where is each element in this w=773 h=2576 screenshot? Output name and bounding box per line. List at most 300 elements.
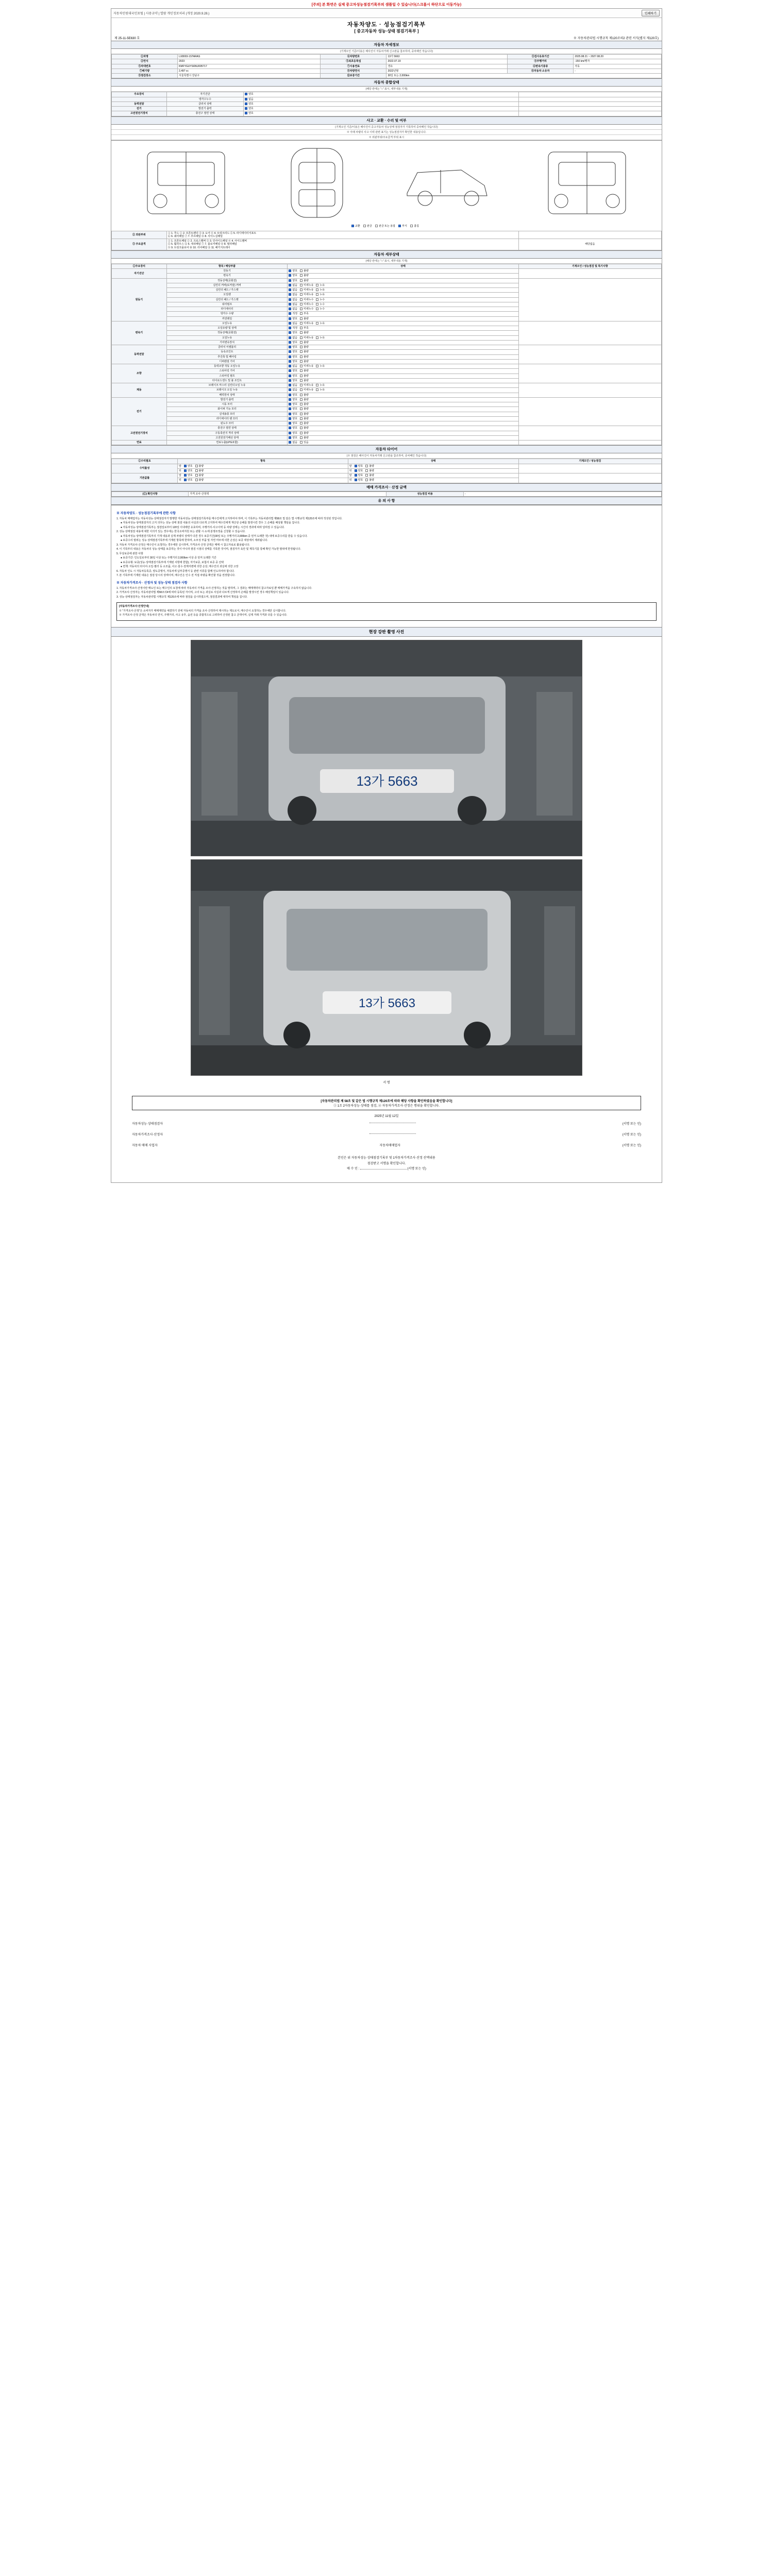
checkbox-icon[interactable] [316, 336, 318, 339]
tire-position-label: 앞 [179, 464, 181, 468]
detail-group-label: 변속기 [112, 321, 167, 345]
option-불량[interactable] [300, 317, 309, 320]
checkbox-icon[interactable] [300, 289, 303, 291]
row-label: ④주행거리 [508, 59, 574, 64]
checkbox-icon[interactable] [300, 379, 303, 382]
section-fee-title: 매매 가격조사 · 산정 금액 [111, 483, 662, 492]
option-미세누수[interactable] [300, 303, 313, 306]
option-없음[interactable] [289, 308, 297, 311]
option-누유[interactable] [316, 336, 325, 340]
option-미세누유[interactable] [300, 388, 313, 392]
checkbox-icon[interactable] [316, 289, 318, 291]
tire-left-options[interactable] [178, 473, 348, 478]
checkbox-icon[interactable] [300, 322, 303, 325]
detail-options[interactable] [288, 369, 518, 374]
checkbox-icon[interactable] [316, 298, 318, 301]
tire-right-options[interactable] [348, 473, 518, 478]
detail-options[interactable] [288, 278, 518, 283]
option-있음[interactable] [300, 441, 309, 444]
checkbox-icon[interactable] [184, 469, 187, 472]
checkbox-icon[interactable] [289, 403, 291, 405]
checkbox-icon[interactable] [289, 331, 291, 334]
detail-options[interactable] [288, 397, 518, 402]
tire-left-options[interactable] [178, 464, 348, 468]
checkbox-icon[interactable] [300, 436, 303, 439]
checkbox-icon[interactable] [316, 388, 318, 391]
checkbox-icon[interactable] [289, 341, 291, 344]
option-label: 미세누유 [304, 388, 314, 392]
option-불량[interactable] [300, 360, 309, 363]
option-불량[interactable] [300, 341, 309, 344]
checkbox-icon[interactable] [289, 441, 291, 444]
checkbox-icon[interactable] [300, 269, 303, 272]
option-label: 누유 [320, 289, 325, 292]
option-불량[interactable] [300, 427, 309, 430]
row-label: ⑪보증기간 [321, 74, 386, 78]
option-누유[interactable] [316, 322, 325, 325]
checkbox-icon[interactable] [184, 474, 187, 477]
tire-right-options[interactable] [348, 478, 518, 483]
option-적정[interactable] [289, 312, 297, 315]
option-부족[interactable] [300, 312, 309, 315]
option-양호[interactable] [289, 413, 297, 416]
checkbox-icon[interactable] [316, 284, 318, 286]
checkbox-icon[interactable] [300, 403, 303, 405]
checkbox-icon[interactable] [365, 474, 368, 477]
checkbox-icon[interactable] [300, 355, 303, 358]
detail-options[interactable] [288, 297, 518, 302]
checkbox-icon[interactable] [195, 465, 198, 467]
overall-remark [518, 107, 661, 111]
legend-item-1[interactable]: 판금 [363, 224, 372, 228]
row-label: ①차명 [112, 55, 178, 59]
checkbox-icon[interactable] [365, 479, 368, 481]
row-value: 2022년형 [386, 69, 508, 73]
option-불량[interactable] [300, 432, 309, 435]
detail-item-label: 기어변속장치 [166, 340, 288, 345]
checkbox-icon[interactable] [300, 384, 303, 386]
option-양호[interactable] [355, 465, 363, 468]
option-label: 양호 [292, 436, 298, 439]
checkbox-icon[interactable] [300, 422, 303, 425]
option-미세누유[interactable] [300, 284, 313, 287]
checkbox-icon[interactable] [184, 479, 187, 481]
detail-options[interactable] [288, 435, 518, 440]
detail-options[interactable] [288, 364, 518, 369]
option-good[interactable]: 양호 [245, 107, 254, 110]
checkbox-icon[interactable] [300, 346, 303, 348]
option-양호[interactable] [289, 417, 297, 420]
detail-options[interactable] [288, 388, 518, 393]
option-양호[interactable] [289, 403, 297, 406]
option-없음[interactable] [289, 365, 297, 368]
option-양호[interactable] [289, 408, 297, 411]
option-누유[interactable] [316, 365, 325, 368]
checkbox-icon[interactable] [300, 369, 303, 372]
option-없음[interactable] [289, 298, 297, 301]
tire-right-options[interactable] [348, 464, 518, 468]
checkbox-icon[interactable] [316, 322, 318, 325]
overall-options[interactable] [244, 111, 519, 116]
option-미세누유[interactable] [300, 336, 313, 340]
checkbox-icon[interactable] [316, 308, 318, 310]
option-good[interactable]: 양호 [245, 103, 254, 106]
option-불량[interactable] [365, 479, 374, 482]
checkbox-icon[interactable] [300, 298, 303, 301]
option-불량[interactable] [300, 274, 309, 277]
detail-options[interactable] [288, 316, 518, 321]
option-label: 불량 [198, 469, 204, 472]
option-누유[interactable] [316, 289, 325, 292]
option-양호[interactable] [289, 269, 297, 273]
checkbox-icon[interactable] [300, 417, 303, 420]
detail-options[interactable] [288, 269, 518, 274]
option-불량[interactable] [365, 469, 374, 472]
checkbox-icon[interactable] [289, 279, 291, 282]
checkbox-icon[interactable] [300, 413, 303, 415]
option-양호[interactable] [289, 360, 297, 363]
tire-position-label: 앞 [179, 474, 181, 477]
checkbox-icon[interactable] [195, 469, 198, 472]
detail-options[interactable] [288, 312, 518, 316]
option-양호[interactable] [289, 436, 297, 439]
checkbox-icon[interactable] [289, 293, 291, 296]
checkbox-icon[interactable] [289, 336, 291, 339]
option-불량[interactable] [300, 355, 309, 359]
option-미세누유[interactable] [300, 289, 313, 292]
checkbox-icon[interactable] [300, 308, 303, 310]
option-양호[interactable] [355, 479, 363, 482]
checkbox-icon[interactable] [289, 327, 291, 329]
checkbox-icon[interactable] [300, 360, 303, 363]
checkbox-icon[interactable] [316, 384, 318, 386]
detail-options[interactable] [288, 383, 518, 388]
checkbox-icon[interactable] [289, 360, 291, 363]
overall-options[interactable] [244, 92, 519, 97]
option-불량[interactable] [300, 369, 309, 372]
option-양호[interactable] [289, 355, 297, 359]
checkbox-icon[interactable] [355, 465, 357, 467]
option-양호[interactable] [355, 474, 363, 477]
checkbox-icon[interactable] [300, 327, 303, 329]
option-양호[interactable] [289, 394, 297, 397]
option-양호[interactable] [289, 422, 297, 425]
option-양호[interactable] [184, 469, 193, 472]
detail-options[interactable] [288, 340, 518, 345]
checkbox-icon[interactable] [300, 432, 303, 434]
row-label: ⑤최초등록일 [321, 59, 386, 64]
checkbox-icon[interactable] [289, 394, 291, 396]
legend-item-4[interactable]: 흠집 [410, 224, 419, 228]
checkbox-icon[interactable] [289, 322, 291, 325]
checkbox-icon[interactable] [289, 365, 291, 367]
option-none[interactable]: 없음 [245, 98, 254, 101]
option-양호[interactable] [289, 341, 297, 344]
option-양호[interactable] [289, 274, 297, 277]
option-없음[interactable] [289, 336, 297, 340]
option-미세누유[interactable] [300, 322, 313, 325]
detail-options[interactable] [288, 412, 518, 416]
checkbox-icon[interactable] [300, 375, 303, 377]
detail-item-label: 오일누유 [166, 335, 288, 340]
option-없음[interactable] [289, 441, 297, 444]
detail-options[interactable] [288, 302, 518, 307]
checkbox-icon[interactable] [289, 289, 291, 291]
detail-options[interactable] [288, 407, 518, 412]
checkbox-icon[interactable] [289, 417, 291, 420]
option-불량[interactable] [195, 465, 204, 468]
option-누수[interactable] [316, 303, 325, 306]
option-불량[interactable] [300, 269, 309, 273]
option-미세누유[interactable] [300, 365, 313, 368]
tire-left-options[interactable] [178, 468, 348, 473]
detail-options[interactable] [288, 440, 518, 445]
detail-options[interactable] [288, 374, 518, 378]
option-미세누유[interactable] [300, 384, 313, 387]
option-없음[interactable] [289, 303, 297, 306]
detail-options[interactable] [288, 393, 518, 397]
detail-options[interactable] [288, 283, 518, 287]
detail-options[interactable] [288, 331, 518, 335]
option-label: 양호 [292, 269, 298, 273]
tire-right-options[interactable] [348, 468, 518, 473]
option-누수[interactable] [316, 298, 325, 301]
photo-caption: 서 명 [383, 1081, 390, 1084]
checkbox-icon[interactable] [300, 293, 303, 296]
checkbox-icon[interactable] [289, 346, 291, 348]
checkbox-icon[interactable] [355, 479, 357, 481]
detail-options[interactable] [288, 354, 518, 359]
checkbox-icon[interactable] [289, 432, 291, 434]
checkbox-icon[interactable] [289, 355, 291, 358]
checkbox-icon[interactable] [300, 388, 303, 391]
checkbox-icon[interactable] [289, 379, 291, 382]
legend-item-0[interactable]: 교환 [351, 224, 360, 228]
print-button[interactable]: 인쇄하기 [642, 10, 660, 16]
buyer-ack-line-1: 본인은 위 자동차성능·상태점검기록부 및 1차동차가격조사·산정 산액내용 [338, 1156, 435, 1160]
checkbox-icon[interactable] [300, 284, 303, 286]
legend-item-3[interactable]: 부식 [398, 224, 407, 228]
buyer-sign-line[interactable] [132, 1166, 641, 1172]
signature-name-field[interactable] [369, 1121, 416, 1126]
overall-options[interactable] [244, 101, 519, 106]
option-불량[interactable] [300, 375, 309, 378]
checkbox-icon[interactable] [289, 303, 291, 306]
option-불량[interactable] [300, 398, 309, 401]
option-불량[interactable] [300, 350, 309, 353]
checkbox-icon[interactable] [289, 269, 291, 272]
option-불량[interactable] [300, 422, 309, 425]
option-불량[interactable] [195, 469, 204, 472]
notice-item: 2. 가격조사·산정자는 자동차관리법 제58조의4에 따라 등록된 자이며, 고의 또는 과실로 사실과 다르게 산정하여 손해를 발생시킨 경우 배상책임이 있습니다. [116, 591, 290, 595]
checkbox-icon[interactable] [289, 317, 291, 320]
checkbox-icon[interactable] [300, 398, 303, 401]
checkbox-icon[interactable] [300, 408, 303, 410]
option-없음[interactable] [289, 289, 297, 292]
option-양호[interactable] [289, 432, 297, 435]
option-양호[interactable] [289, 375, 297, 378]
overall-options[interactable] [244, 97, 519, 101]
detail-options[interactable] [288, 288, 518, 293]
option-양호[interactable] [184, 479, 193, 482]
option-누유[interactable] [316, 293, 325, 296]
table-row [112, 364, 662, 369]
option-불량[interactable] [365, 465, 374, 468]
detail-options[interactable] [288, 378, 518, 383]
option-양호[interactable] [184, 474, 193, 477]
checkbox-icon[interactable] [289, 284, 291, 286]
checkbox-icon[interactable] [289, 388, 291, 391]
checkbox-icon[interactable] [316, 303, 318, 306]
option-불량[interactable] [300, 408, 309, 411]
option-양호[interactable] [289, 398, 297, 401]
option-적정[interactable] [289, 327, 297, 330]
option-불량[interactable] [300, 403, 309, 406]
checkbox-icon[interactable] [300, 279, 303, 282]
checkbox-icon[interactable] [289, 298, 291, 301]
detail-options[interactable] [288, 345, 518, 350]
option-label: 미세누수 [304, 298, 314, 301]
detail-options[interactable] [288, 350, 518, 354]
option-누유[interactable] [316, 384, 325, 387]
checkbox-icon[interactable] [289, 312, 291, 315]
option-good[interactable]: 양호 [245, 112, 254, 115]
checkbox-icon[interactable] [300, 274, 303, 277]
checkbox-icon[interactable] [300, 365, 303, 367]
detail-options[interactable] [288, 293, 518, 297]
checkbox-icon[interactable] [289, 436, 291, 439]
detail-options[interactable] [288, 416, 518, 421]
option-불량[interactable] [195, 474, 204, 477]
option-양호[interactable] [289, 369, 297, 372]
tire-group-label: 수익률성 [112, 464, 178, 473]
option-양호[interactable] [184, 465, 193, 468]
detail-group-label: 연료 [112, 440, 167, 445]
option-양호[interactable] [289, 350, 297, 353]
option-누수[interactable] [316, 308, 325, 311]
checkbox-icon[interactable] [355, 474, 357, 477]
tire-left-options[interactable] [178, 478, 348, 483]
checkbox-icon[interactable] [289, 350, 291, 353]
checkbox-icon[interactable] [289, 369, 291, 372]
option-미세누수[interactable] [300, 298, 313, 301]
checkbox-icon[interactable] [300, 312, 303, 315]
signature-name-field[interactable] [369, 1132, 416, 1137]
option-불량[interactable] [300, 331, 309, 334]
option-미세누유[interactable] [300, 293, 313, 296]
option-불량[interactable] [300, 413, 309, 416]
checkbox-icon[interactable] [365, 469, 368, 472]
option-없음[interactable] [289, 284, 297, 287]
section-vehicle-info-note: (기재오인 기준/이용은 해사진이 자동차거래 신고관을 참조하여, 중차패인 작습니다) [111, 49, 662, 54]
option-누유[interactable] [316, 284, 325, 287]
option-양호[interactable] [289, 331, 297, 334]
option-없음[interactable] [289, 322, 297, 325]
option-불량[interactable] [195, 479, 204, 482]
checkbox-icon[interactable] [289, 274, 291, 277]
option-양호[interactable] [355, 469, 363, 472]
checkbox-icon[interactable] [300, 341, 303, 344]
checkbox-icon[interactable] [316, 365, 318, 367]
detail-options[interactable] [288, 402, 518, 407]
checkbox-icon[interactable] [300, 394, 303, 396]
option-부족[interactable] [300, 327, 309, 330]
checkbox-icon[interactable] [289, 308, 291, 310]
option-label: 양호 [292, 379, 298, 382]
option-양호[interactable] [289, 317, 297, 320]
checkbox-icon[interactable] [184, 465, 187, 467]
checkbox-icon[interactable] [289, 422, 291, 425]
option-없음[interactable] [289, 293, 297, 296]
checkbox-icon[interactable] [289, 413, 291, 415]
detail-options[interactable] [288, 359, 518, 364]
option-불량[interactable] [300, 279, 309, 282]
notice-item: 1. 자동차가격조사·산정이란 매도인 또는 매수인의 요청에 따라 자동차의 가격을 조사·산정하는 것을 말하며, 그 결과는 매매계약의 참고자료일 뿐 매매가격을 구속하지 않습니다. [116, 586, 312, 590]
option-양호[interactable] [289, 346, 297, 349]
detail-options[interactable] [288, 326, 518, 331]
detail-options[interactable] [288, 321, 518, 326]
car-rear-diagram-icon [538, 144, 636, 222]
checkbox-icon[interactable] [289, 398, 291, 401]
checkbox-icon[interactable] [300, 331, 303, 334]
option-불량[interactable] [300, 394, 309, 397]
checkbox-icon[interactable] [300, 317, 303, 320]
option-누유[interactable] [316, 388, 325, 392]
checkbox-icon[interactable] [300, 441, 303, 444]
option-불량[interactable] [300, 379, 309, 382]
checkbox-icon[interactable] [289, 408, 291, 410]
legend-item-2[interactable]: 판금 또는 용접 [375, 224, 395, 228]
detail-options[interactable] [288, 421, 518, 426]
checkbox-icon[interactable] [300, 336, 303, 339]
tire-position-label: 뒤 [179, 479, 181, 482]
checkbox-icon[interactable] [289, 384, 291, 386]
checkbox-icon[interactable] [300, 303, 303, 306]
detail-options[interactable] [288, 307, 518, 312]
option-양호[interactable] [289, 427, 297, 430]
detail-options[interactable] [288, 426, 518, 431]
checkbox-icon[interactable] [316, 293, 318, 296]
table-row [112, 111, 662, 116]
option-양호[interactable] [289, 379, 297, 382]
checkbox-icon[interactable] [355, 469, 357, 472]
checkbox-icon[interactable] [300, 350, 303, 353]
option-양호[interactable] [289, 279, 297, 282]
option-good[interactable]: 양호 [245, 93, 254, 96]
checkbox-icon[interactable] [195, 479, 198, 481]
row-value: 서울특별시 강남구 [178, 74, 321, 78]
overall-options[interactable] [244, 107, 519, 111]
buyer-name-field[interactable] [360, 1169, 407, 1170]
checkbox-icon[interactable] [300, 427, 303, 429]
checkbox-icon[interactable] [365, 465, 368, 467]
option-없음[interactable] [289, 384, 297, 387]
notice-item: 5. 무상보증에 관한 사항 [116, 552, 143, 555]
option-불량[interactable] [300, 436, 309, 439]
option-없음[interactable] [289, 388, 297, 392]
option-불량[interactable] [300, 417, 309, 420]
detail-options[interactable] [288, 274, 518, 278]
checkbox-icon[interactable] [289, 427, 291, 429]
option-불량[interactable] [300, 346, 309, 349]
option-미세누수[interactable] [300, 308, 313, 311]
option-불량[interactable] [365, 474, 374, 477]
table-row [112, 269, 662, 274]
checkbox-icon[interactable] [289, 375, 291, 377]
checkbox-icon[interactable] [195, 474, 198, 477]
detail-options[interactable] [288, 431, 518, 435]
detail-options[interactable] [288, 335, 518, 340]
